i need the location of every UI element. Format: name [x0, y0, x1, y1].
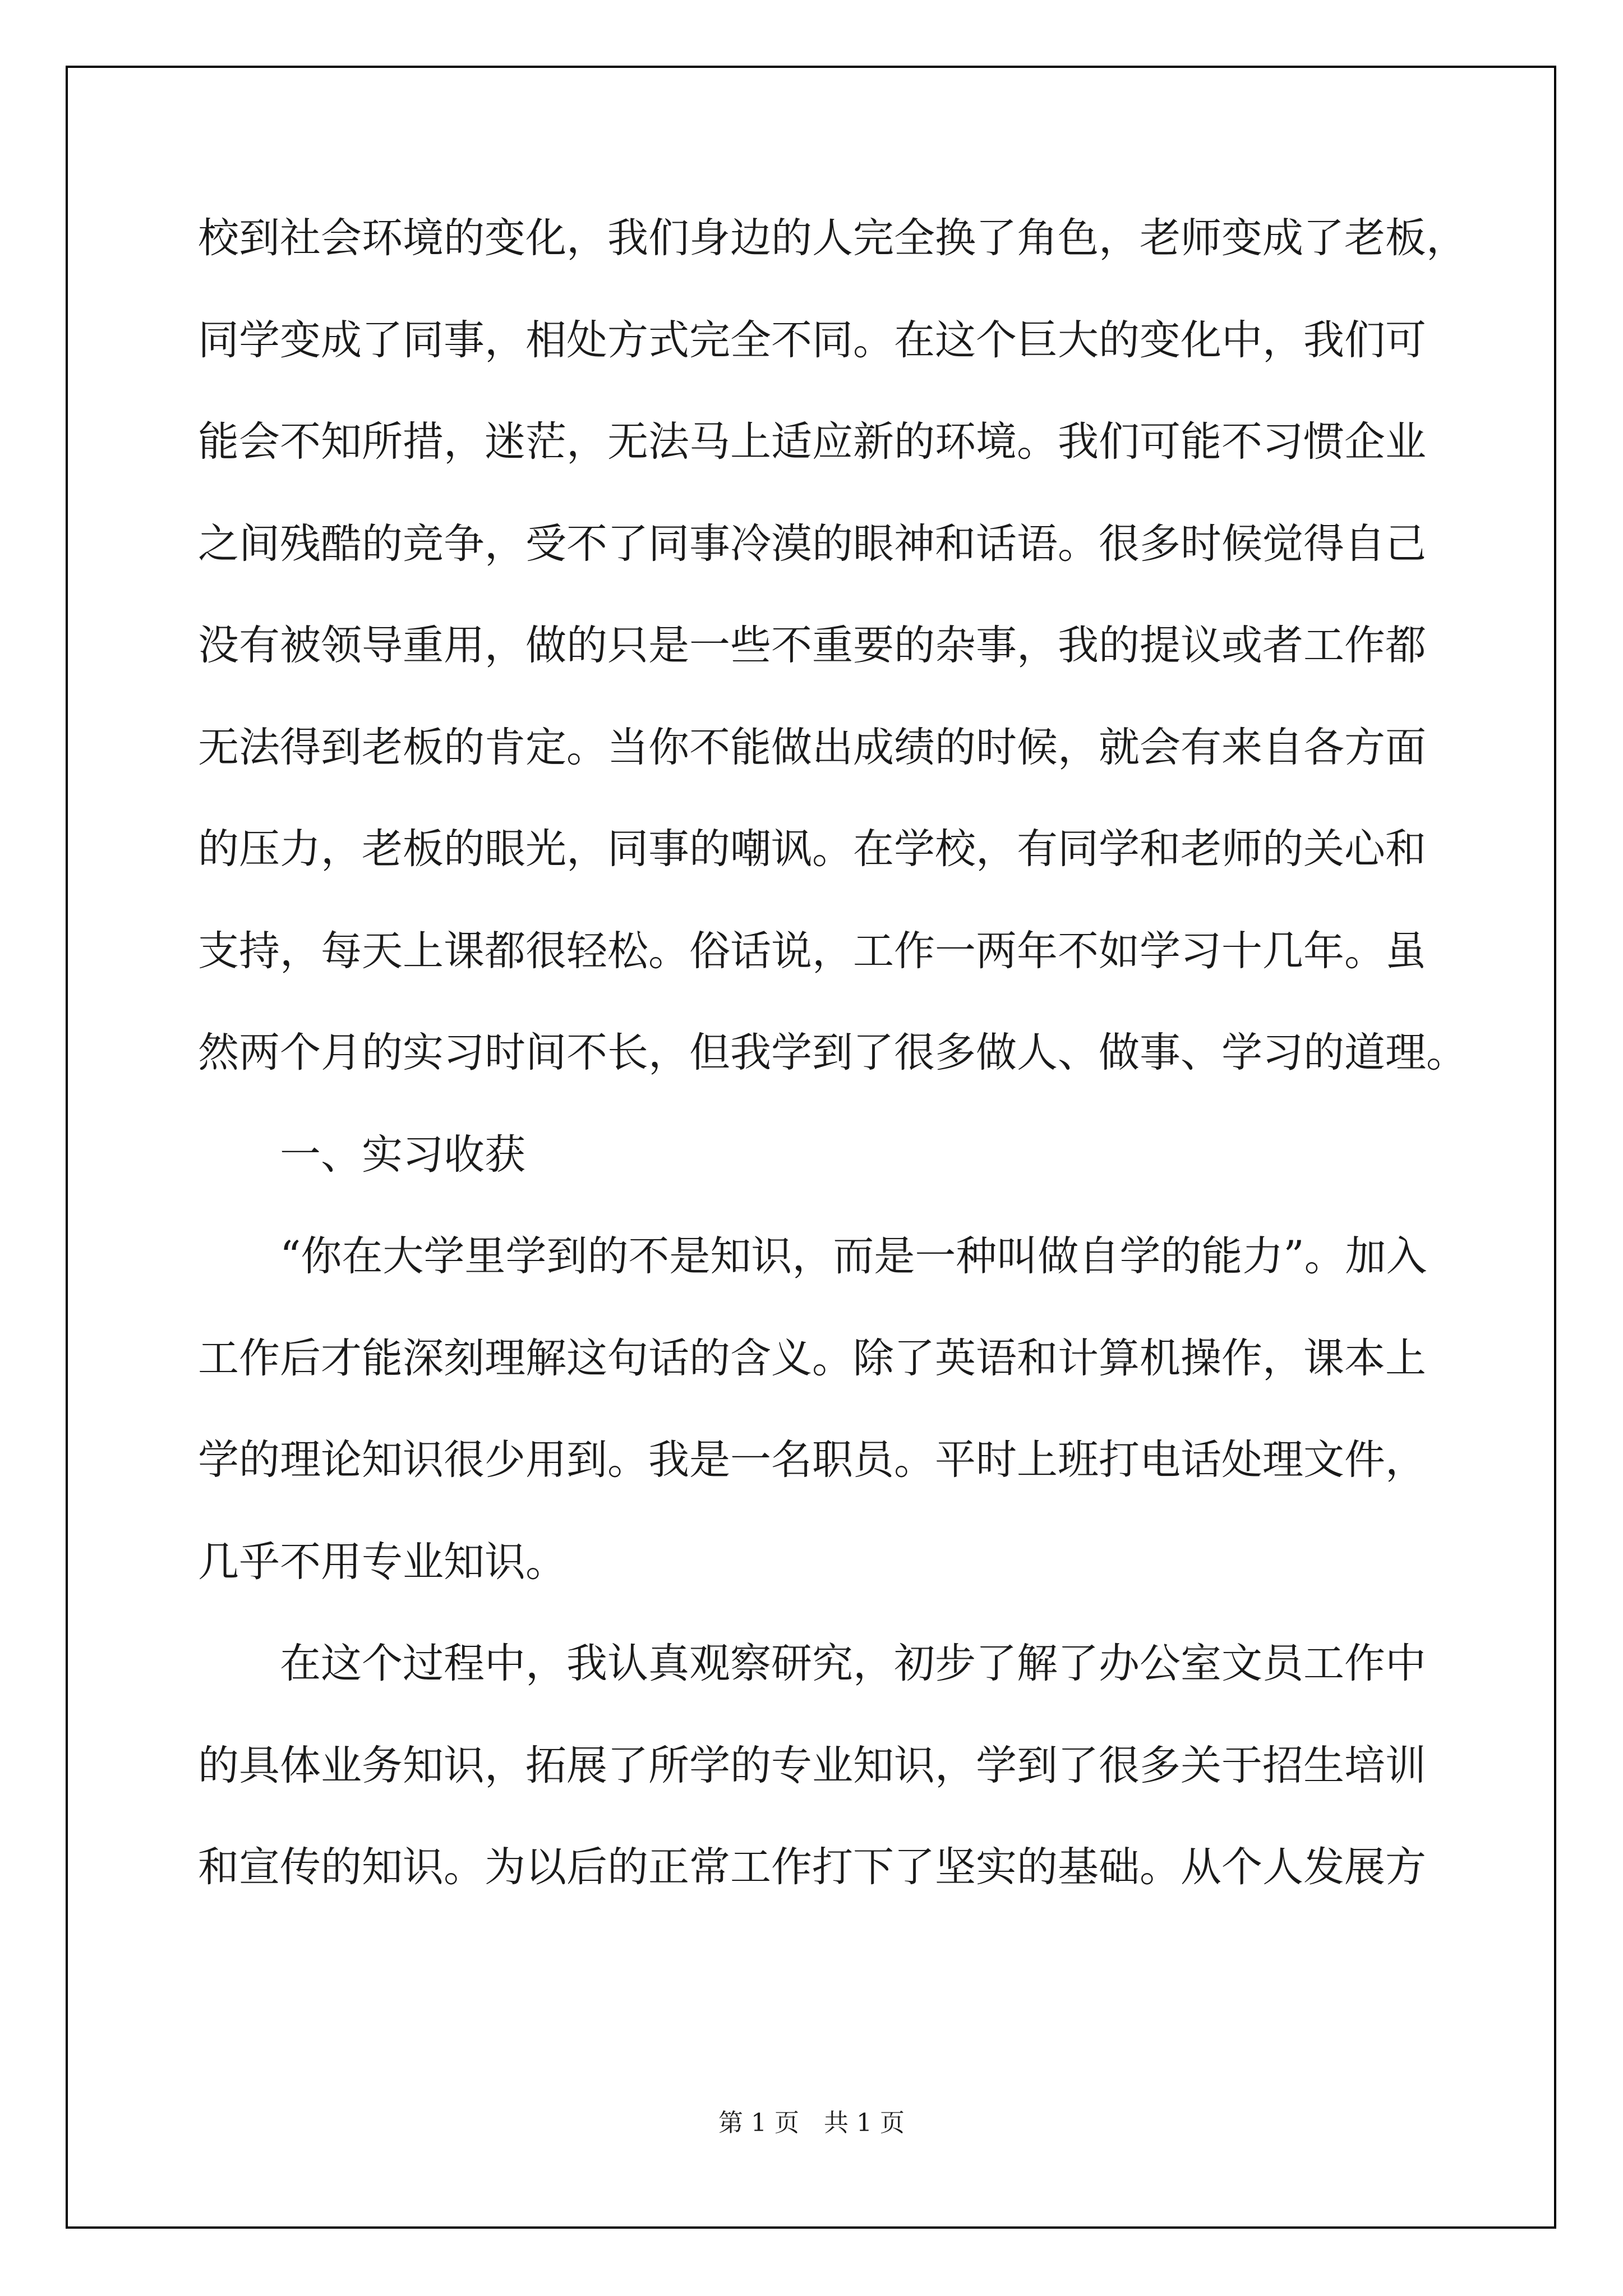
text-line-1: 校到社会环境的变化，我们身边的人完全换了角色，老师变成了老板， [198, 214, 1467, 262]
text-line-15: 在这个过程中，我认真观察研究，初步了解了办公室文员工作中 [280, 1640, 1426, 1687]
section-heading: 一、实习收获 [280, 1130, 525, 1179]
text-line-4: 之间残酷的竞争，受不了同事冷漠的眼神和话语。很多时候觉得自己 [198, 519, 1426, 568]
text-line-14: 几乎不用专业知识。 [198, 1538, 566, 1586]
text-line-11: “你在大学里学到的不是知识，而是一种叫做自学的能力”。加入 [280, 1232, 1427, 1280]
text-line-12: 工作后才能深刻理解这句话的含义。除了英语和计算机操作，课本上 [198, 1334, 1426, 1382]
text-line-7: 的压力，老板的眼光，同事的嘲讽。在学校，有同学和老师的关心和 [198, 825, 1426, 873]
text-line-6: 无法得到老板的肯定。当你不能做出成绩的时候，就会有来自各方面 [198, 723, 1426, 771]
text-line-3: 能会不知所措，迷茫，无法马上适应新的环境。我们可能不习惯企业 [198, 418, 1426, 466]
text-line-2: 同学变成了同事，相处方式完全不同。在这个巨大的变化中，我们可 [198, 316, 1426, 364]
page-footer [0, 2102, 1623, 2138]
text-line-16: 的具体业务知识，拓展了所学的专业知识，学到了很多关于招生培训 [198, 1741, 1426, 1789]
document-body [198, 214, 1467, 1949]
text-line-13: 学的理论知识很少用到。我是一名职员。平时上班打电话处理文件， [198, 1436, 1426, 1484]
text-line-9: 然两个月的实习时间不长，但我学到了很多做人、做事、学习的道理。 [198, 1029, 1467, 1076]
text-line-8: 支持，每天上课都很轻松。俗话说，工作一两年不如学习十几年。虽 [198, 927, 1426, 975]
text-line-5: 没有被领导重用，做的只是一些不重要的杂事，我的提议或者工作都 [198, 622, 1426, 669]
text-line-17: 和宣传的知识。为以后的正常工作打下了坚实的基础。从个人发展方 [198, 1843, 1426, 1891]
page-number-label: 第 1 页 共 1 页 [718, 2109, 905, 2137]
